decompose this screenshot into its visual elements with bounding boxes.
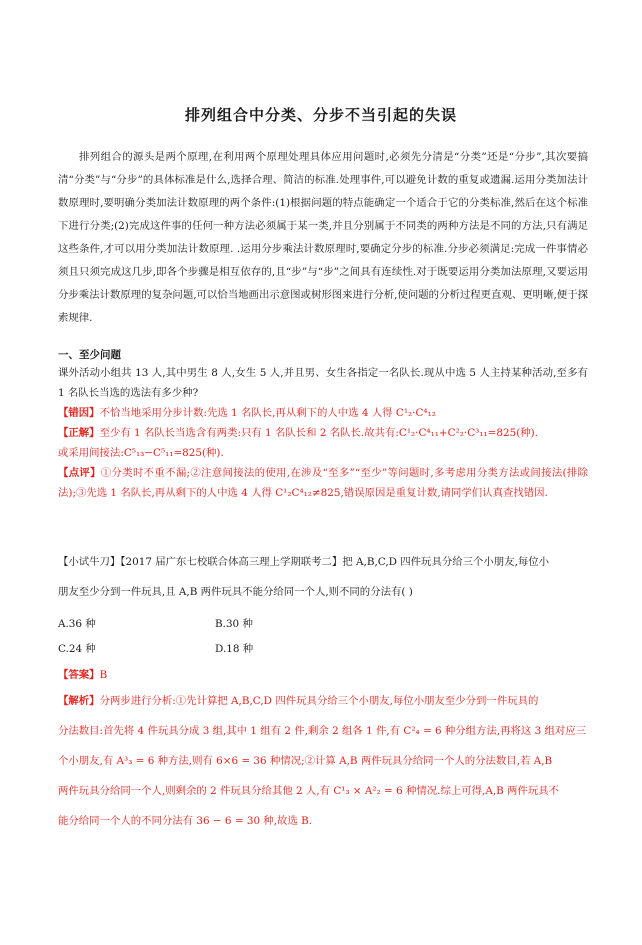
trial-problem [58, 547, 588, 607]
correct-solution [58, 423, 588, 443]
trial-line-2: 朋友至少分到一件玩具,且 A,B 两件玩具不能分给同一个人,则不同的分法有( ) [58, 586, 413, 598]
answer-tag: 【答案】 [58, 669, 100, 681]
section1-content [58, 363, 588, 503]
option-a: A.36 种 [58, 618, 96, 630]
analysis-line-1 [58, 686, 588, 716]
comment-tag: 【点评】 [58, 467, 101, 479]
analysis-tag: 【解析】 [58, 695, 100, 707]
correct-solution-text: 至少有 1 名队长当选含有两类:只有 1 名队长和 2 名队长.故共有:C¹₂·C⁴₁₁+C²₂·C³₁₁=825(种). [99, 427, 538, 439]
option-b: B.30 种 [215, 618, 253, 630]
problem-text: 课外活动小组共 13 人,其中男生 8 人,女生 5 人,并且男、女生各指定一名队长.现从中选 5 人主持某种活动,至多有 1 名队长当选的选法有多少种? [58, 367, 588, 399]
comment-text: ①分类时不重不漏;②注意间接法的使用,在涉及“至多”“至少”等问题时,多考虑用分类方法或间接法(排除法);③先选 1 名队长,再从剩下的人中选 4 人得 C¹₂C⁴₁₂≠825,错误原因是重复计数,请同学们认真查找错因. [58, 467, 589, 499]
analysis-line-1-text: 分两步进行分析:①先计算把 A,B,C,D 四件玩具分给三个小朋友,每位小朋友至少分到一件玩具的 [99, 695, 539, 707]
trial-tag: 【小试牛刀】 [58, 556, 121, 568]
section-heading: 一、至少问题 [58, 349, 121, 361]
correct-solution-tag: 【正解】 [58, 427, 100, 439]
analysis-line-3: 个小朋友,有 A³₃ = 6 种方法,则有 6×6 = 36 种情况;②计算 A,B 两件玩具分给同一个人的分法数目,若 A,B [58, 755, 553, 767]
analysis-line-4: 两件玩具分给同一个人,则剩余的 2 件玩具分给其他 2 人,有 C¹₃ × A²₂ = 6 种情况.综上可得,A,B 两件玩具不 [58, 785, 560, 797]
trial-line-1 [58, 547, 588, 577]
error-cause-text: 不恰当地采用分步计数:先选 1 名队长,再从剩下的人中选 4 人得 C¹₂·C⁴₁₂ [99, 407, 436, 419]
option-c: C.24 种 [58, 643, 96, 655]
trial-question-start: 把 A,B,C,D 四件玩具分给三个小朋友,每位小 [342, 556, 550, 568]
answer-value: B [99, 669, 108, 681]
analysis-line-2: 分法数目:首先将 4 件玩具分成 3 组,其中 1 组有 2 件,剩余 2 组各 1 件,有 C²₄ = 6 种分组方法,再将这 3 组对应三 [58, 725, 587, 737]
alternative-method: 或采用间接法:C⁵₁₃−C⁵₁₁=825(种). [58, 447, 224, 459]
comment [58, 463, 588, 503]
option-d: D.18 种 [215, 643, 254, 655]
document-title: 排列组合中分类、分步不当引起的失误 [184, 106, 457, 124]
answer [58, 666, 107, 681]
error-cause [58, 403, 588, 423]
error-cause-tag: 【错因】 [58, 407, 100, 419]
analysis-line-5: 能分给同一个人的不同分法有 36 − 6 = 30 种,故选 B. [58, 815, 313, 827]
intro-paragraph: 排列组合的源头是两个原理,在利用两个原理处理具体应用问题时,必须先分清是“分类”还是“分步”,其次要搞清“分类”与“分步”的具体标准是什么,选择合理、简洁的标准.处理事件,可以避免计数的重复或遗漏.运用分类加法计数原理时,要明确分类加法计数原理的两个条件:(1)根据问题的特点能确定一个适合于它的分类标准,然后在这个标准下进行分类;(2)完成这件事的任何一种方法必须属于某一类,并且分别属于不同类的两种方法是不同的方法,只有满足这些条件,才可以用分类加法计数原理. .运用分步乘法计数原理时,要确定分步的标准.分步必须满足:完成一件事情必须且只须完成这几步,即各个步骤是相互依存的,且“步”与“步”之间具有连续性.对于既要运用分类加法原理,又要运用分步乘法计数原理的复杂问题,可以恰当地画出示意图或树形图来进行分析,使问题的分析过程更直观、更明晰,便于探索规律. [58, 151, 588, 324]
trial-source: 【2017 届广东七校联合体高三理上学期联考二】 [120, 556, 343, 568]
analysis [58, 686, 588, 836]
